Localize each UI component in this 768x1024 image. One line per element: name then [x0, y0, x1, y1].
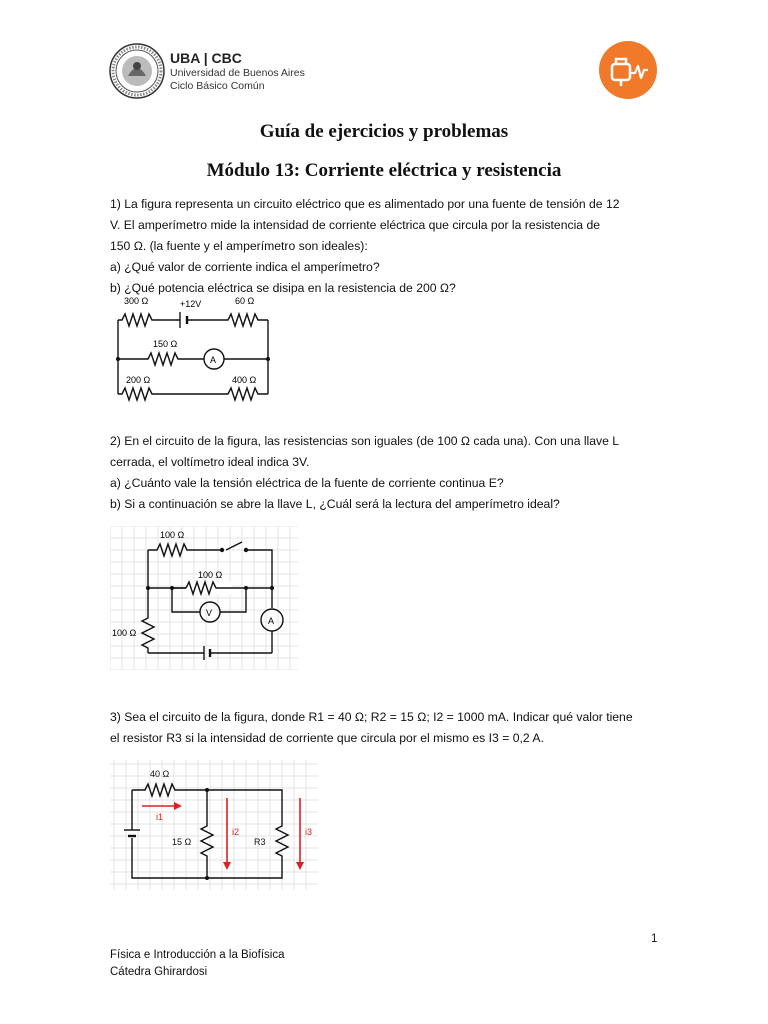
label-ammeter: A: [268, 616, 275, 626]
label-source: +12V: [180, 299, 202, 309]
circuit-figure-3: [110, 760, 318, 890]
page-number: 1: [651, 933, 658, 945]
uba-seal: [108, 42, 166, 100]
footer-chair: Cátedra Ghirardosi: [110, 966, 208, 978]
problem-3-text: [110, 707, 633, 749]
circuit-figure-2: [110, 526, 298, 670]
page-subtitle: Módulo 13: Corriente eléctrica y resistencia: [206, 160, 562, 181]
label-i1: i1: [156, 812, 164, 822]
label-r-mid: 100 Ω: [198, 570, 223, 580]
label-r5: 400 Ω: [232, 375, 257, 385]
label-voltmeter: V: [206, 608, 213, 618]
page-title: Guía de ejercicios y problemas: [259, 121, 509, 142]
label-ammeter: A: [210, 355, 217, 365]
label-r3: 150 Ω: [153, 339, 178, 349]
circuit-figure-1: [110, 292, 280, 412]
label-r3: R3: [254, 837, 266, 847]
problem-line: 150 Ω. (la fuente y el amperímetro son ideales):: [110, 239, 368, 253]
problem-line: a) ¿Cuánto vale la tensión eléctrica de la fuente de corriente continua E?: [110, 476, 504, 490]
label-i3: i3: [305, 827, 313, 837]
problem-line: 2) En el circuito de la figura, las resistencias son iguales (de 100 Ω cada una). Con una llave L: [110, 434, 620, 448]
problem-line: cerrada, el voltímetro ideal indica 3V.: [110, 455, 310, 469]
label-r1: 40 Ω: [150, 769, 170, 779]
problem-1-text: [110, 194, 620, 299]
label-r2: 60 Ω: [235, 296, 255, 306]
problem-line: V. El amperímetro mide la intensidad de corriente eléctrica que circula por la resistencia de: [110, 218, 601, 232]
label-i2: i2: [232, 827, 240, 837]
footer-course: Física e Introducción a la Biofísica: [110, 949, 285, 961]
institution-sub: Ciclo Básico Común: [170, 80, 265, 92]
label-r-left: 100 Ω: [112, 628, 137, 638]
biofisica-logo-icon: [598, 40, 658, 100]
institution-short: UBA | CBC: [170, 50, 242, 66]
label-r4: 200 Ω: [126, 375, 151, 385]
problem-2-text: [110, 431, 619, 515]
label-r1: 300 Ω: [124, 296, 149, 306]
problem-line: b) Si a continuación se abre la llave L, ¿Cuál será la lectura del amperímetro ideal?: [110, 497, 560, 511]
institution-name: Universidad de Buenos Aires: [170, 67, 305, 79]
problem-line: 3) Sea el circuito de la figura, donde R1 = 40 Ω; R2 = 15 Ω; I2 = 1000 mA. Indicar qué valor tiene: [110, 710, 633, 724]
label-r-top: 100 Ω: [160, 530, 185, 540]
problem-line: el resistor R3 si la intensidad de corriente que circula por el mismo es I3 = 0,2 A.: [110, 731, 544, 745]
label-r2: 15 Ω: [172, 837, 192, 847]
problem-line: b) ¿Qué potencia eléctrica se disipa en la resistencia de 200 Ω?: [110, 281, 456, 295]
problem-line: 1) La figura representa un circuito eléctrico que es alimentado por una fuente de tensión de 12: [110, 197, 620, 211]
problem-line: a) ¿Qué valor de corriente indica el amperímetro?: [110, 260, 380, 274]
